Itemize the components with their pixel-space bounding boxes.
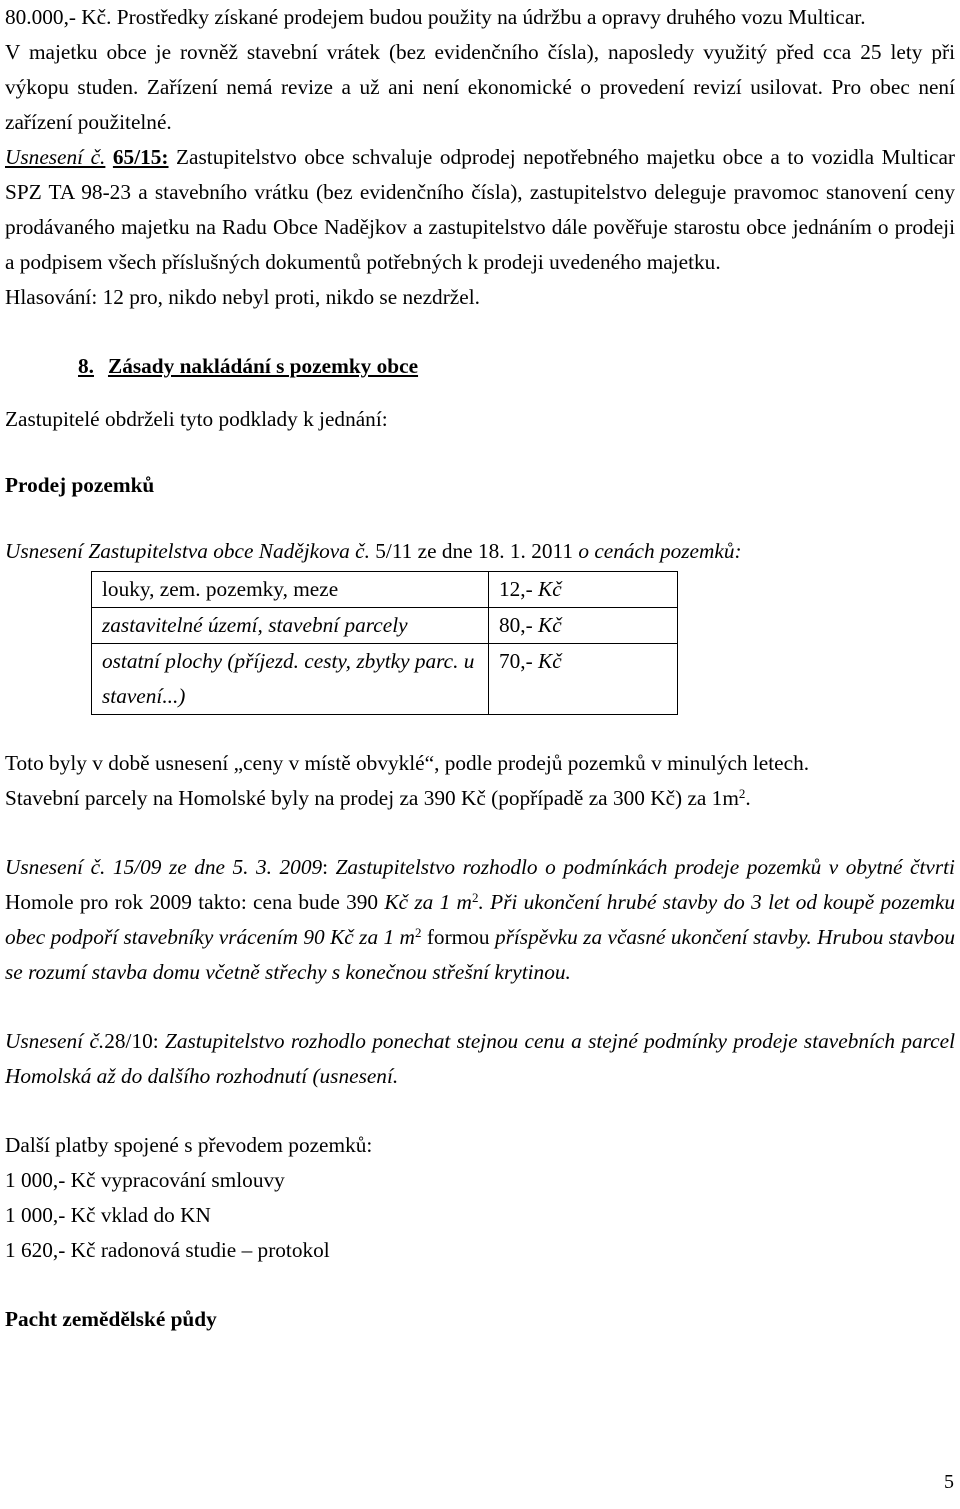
resolution-65-15 [5,140,955,280]
vote-result: Hlasování: 12 pro, nikdo nebyl proti, nikdo se nezdržel. [5,285,480,309]
section-title: Zásady nakládání s pozemky obce [107,354,419,378]
notes-usual-prices: Toto byly v době usnesení „ceny v místě obvyklé“, podle prodejů pozemků v minulých letech. [5,751,810,775]
paragraph-construction-winch: V majetku obce je rovněž stavební vrátek (bez evidenčního čísla), naposledy využitý před cca 25 lety při výkopu studen. Zařízení nemá revize a už ani není ekonomické o provedení revizí usilovat. Pro obec není zařízení použitelné. [5,40,955,134]
price-category: zastavitelné území, stavební parcely [92,608,489,644]
price-category: louky, zem. pozemky, meze [92,572,489,608]
heading-land-lease: Pacht zemědělské půdy [5,1307,217,1331]
heading-land-sale: Prodej pozemků [5,473,155,497]
table-row [92,608,678,644]
document-page [5,0,955,1337]
resolution-15-09: Usnesení č. 15/09 ze dne 5. 3. 2009: Zastupitelstvo rozhodlo o podmínkách prodeje pozemků v obytné čtvrti Homole pro rok 2009 takto: cena bude 390 Kč za 1 $m^2$. Při ukončení hrubé stavby do 3 let od koupě pozemku obec podpoří stavebníky vrácením 90 Kč za 1 $m^2$ formou příspěvku za včasné ukončení stavby. Hrubou stavbou se rozumí stavba domu včetně střechy s konečnou střešní krytinou. [5,855,955,984]
list-item: 1 000,- Kč vypracování smlouvy [5,1168,285,1192]
resolution-number: 65/15: [112,145,169,169]
section-8-heading [5,349,955,384]
price-value: 12,- Kč [489,572,678,608]
paragraph-multicar-sale: 80.000,- Kč. Prostředky získané prodejem budou použity na údržbu a opravy druhého vozu Multicar. [5,5,866,29]
resolution-28-10: Usnesení č.28/10: Zastupitelstvo rozhodlo ponechat stejnou cenu a stejné podmínky prodeje stavebních parcel Homolská až do dalšího rozhodnutí (usnesení. [5,1029,955,1088]
section-number: 8. [78,354,94,378]
price-value: 80,- Kč [489,608,678,644]
table-row [92,572,678,608]
list-item: 1 620,- Kč radonová studie – protokol [5,1238,330,1262]
list-item: 1 000,- Kč vklad do KN [5,1203,211,1227]
notes-homolska-prices: Stavební parcely na Homolské byly na prodej za 390 Kč (popřípadě za 300 Kč) za $1m^2$. [5,786,751,810]
resolution-label: Usnesení č. [5,145,106,169]
section-8-intro: Zastupitelé obdrželi tyto podklady k jednání: [5,407,388,431]
land-price-table [91,571,678,715]
price-category: ostatní plochy (příjezd. cesty, zbytky parc. u stavení...) [92,644,489,715]
table-row [92,644,678,715]
price-value: 70,- Kč [489,644,678,715]
fees-title: Další platby spojené s převodem pozemků: [5,1133,373,1157]
resolution-text: Zastupitelstvo obce schvaluje odprodej nepotřebného majetku obce a to vozidla Multicar SPZ TA 98-23 a stavebního vrátku (bez evidenčního čísla), zastupitelstvo deleguje pravomoc stanovení ceny prodávaného majetku na Radu Obce Nadějkov a zastupitelstvo dále pověřuje starostu obce jednáním o prodeji a podpisem všech příslušných dokumentů potřebných k prodeji uvedeného majetku. [5,145,955,274]
sale-resolution-reference: Usnesení Zastupitelstva obce Nadějkova č. 5/11 ze dne 18. 1. 2011 o cenách pozemků: [5,539,742,563]
page-number: 5 [944,1471,954,1493]
